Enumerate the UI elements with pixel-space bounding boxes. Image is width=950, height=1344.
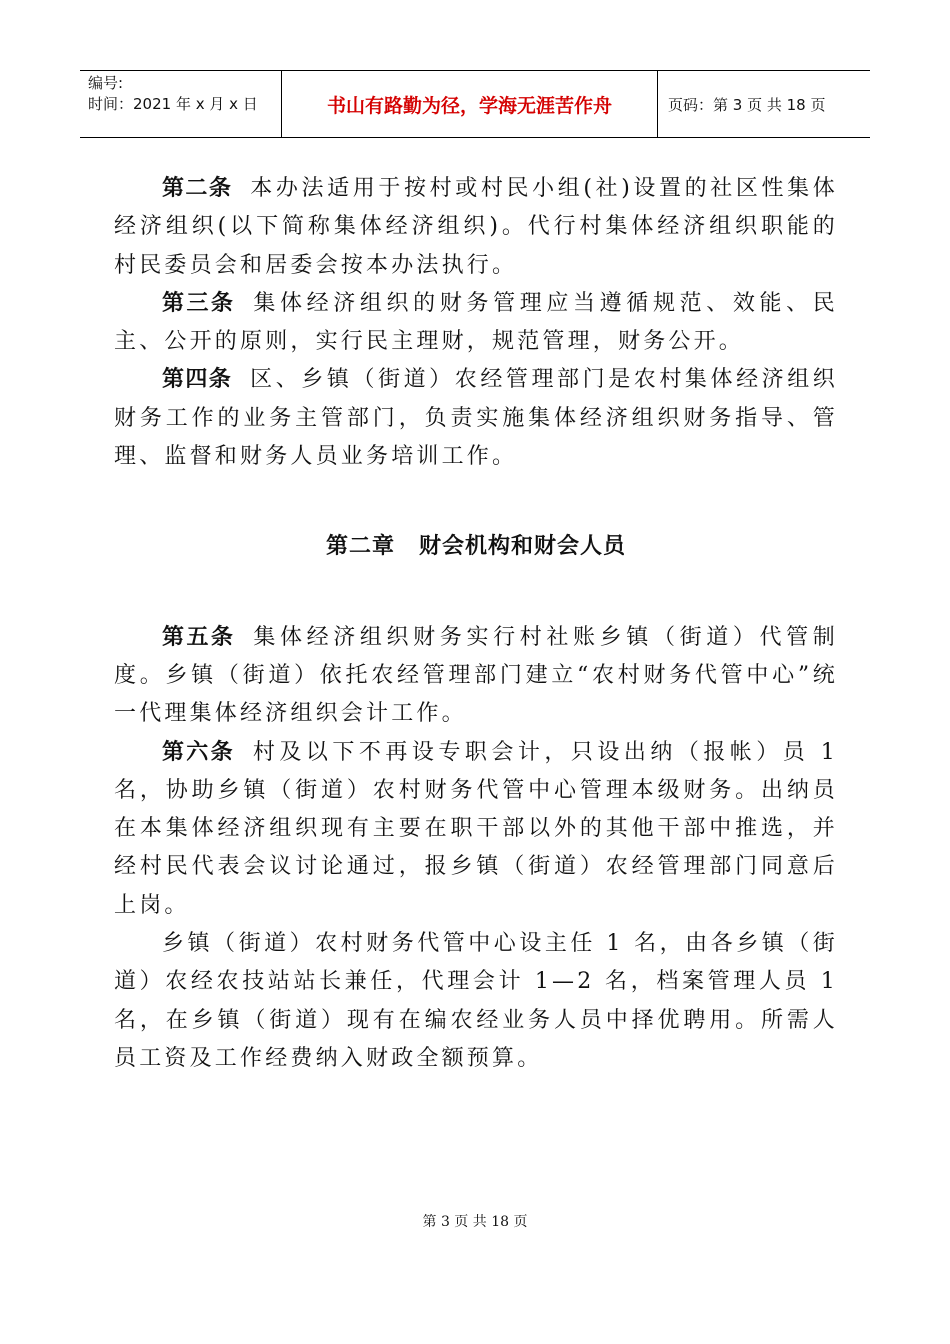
- chapter-number: 第二章: [325, 534, 395, 560]
- document-header: [80, 70, 870, 138]
- article-text: 区、乡镇（街道）农经管理部门是农村集体经济组织财务工作的业务主管部门，负责实施集体经济组织财务指导、管理、监督和财务人员业务培训工作。: [114, 367, 838, 470]
- article-text: 本办法适用于按村或村民小组(社)设置的社区性集体经济组织(以下简称集体经济组织)。代行村集体经济组织职能的村民委员会和居委会按本办法执行。: [114, 176, 838, 278]
- article-label: 第四条: [162, 367, 233, 393]
- header-page-info: 页码：第 3 页 共 18 页: [668, 95, 826, 114]
- chapter-heading: [114, 528, 838, 566]
- paragraph: 乡镇（街道）农村财务代管中心设主任 1 名，由各乡镇（街道）农经农技站站长兼任，代理会计 1—2 名，档案管理人员 1 名，在乡镇（街道）现有在编农经业务人员中择优聘用。所需人员工资及工作经费纳入财政全额预算。: [114, 931, 838, 1071]
- article-3: [114, 285, 838, 362]
- header-motto: 书山有路勤为径，学海无涯苦作舟: [282, 71, 658, 137]
- article-label: 第六条: [162, 739, 235, 765]
- article-label: 第三条: [162, 290, 236, 316]
- article-label: 第五条: [162, 624, 236, 650]
- doc-number-label: 编号:: [88, 74, 124, 92]
- article-text: 集体经济组织的财务管理应当遵循规范、效能、民主、公开的原则，实行民主理财，规范管理，财务公开。: [114, 290, 838, 355]
- header-meta: [80, 71, 282, 137]
- article-5: [114, 619, 838, 734]
- article-4: [114, 361, 838, 476]
- article-6: [114, 734, 838, 925]
- page-footer: 第 3 页 共 18 页: [422, 1214, 528, 1230]
- article-text: 村及以下不再设专职会计，只设出纳（报帐）员 1 名，协助乡镇（街道）农村财务代管中心管理本级财务。出纳员在本集体经济组织现有主要在职干部以外的其他干部中推选，并经村民代表会议讨论通过，报乡镇（街道）农经管理部门同意后上岗。: [114, 739, 838, 918]
- article-2: [114, 170, 838, 285]
- article-label: 第二条: [162, 176, 233, 201]
- article-text: 集体经济组织财务实行村社账乡镇（街道）代管制度。乡镇（街道）依托农经管理部门建立“农村财务代管中心”统一代理集体经济组织会计工作。: [114, 624, 838, 727]
- doc-time-label: 时间：2021 年 x 月 x 日: [88, 95, 258, 113]
- document-body: [114, 170, 838, 1078]
- chapter-title: 财会机构和财会人员: [419, 534, 627, 560]
